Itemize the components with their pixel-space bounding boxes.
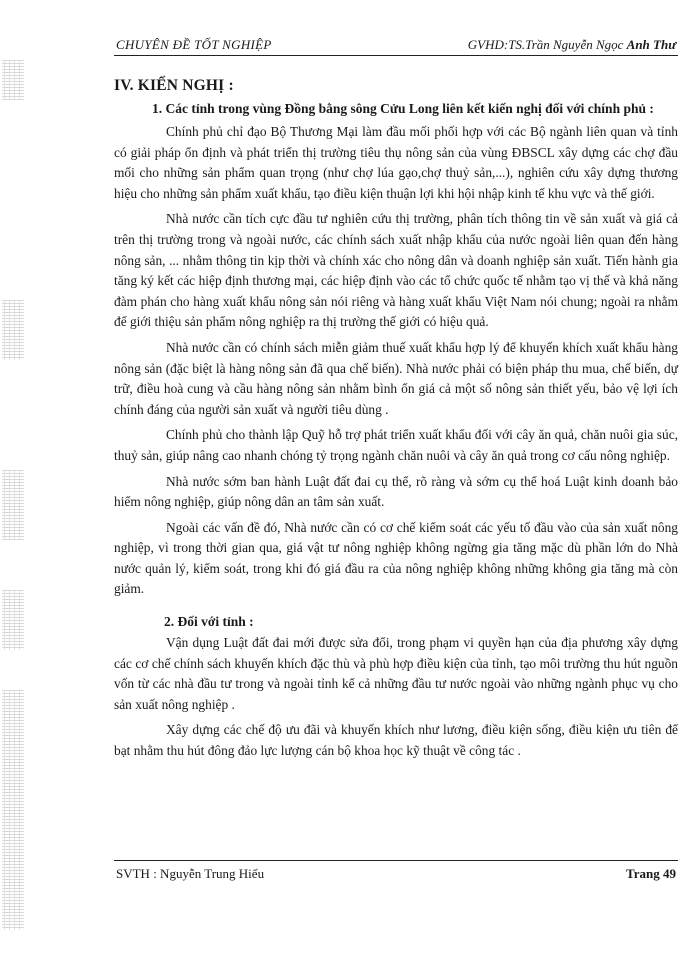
page-header xyxy=(114,33,678,56)
scan-noise xyxy=(2,590,24,650)
header-title: CHUYÊN ĐỀ TỐT NGHIỆP xyxy=(116,37,272,52)
scan-noise xyxy=(2,690,24,930)
section-title: IV. KIẾN NGHỊ : xyxy=(114,77,234,94)
page-content xyxy=(114,77,678,767)
scan-noise xyxy=(2,60,24,100)
paragraph: Vận dụng Luật đất đai mới được sửa đổi, trong phạm vi quyền hạn của địa phương xây dựng các cơ chế chính sách khuyến khích đặc thù và phù hợp điều kiện của tỉnh, tạo môi trường thu hút nguồn vốn từ các nhà đầu tư trong và ngoài tỉnh kể cả những đầu tư nước ngoài vào những ngành phục vụ cho sản xuất nông nghiệp . xyxy=(114,635,678,712)
header-advisor-name: Anh Thư xyxy=(626,37,676,52)
subsection-title-1: 1. Các tỉnh trong vùng Đồng bằng sông Cửu Long liên kết kiến nghị đối với chính phủ : xyxy=(152,101,654,116)
paragraph: Nhà nước cần có chính sách miễn giảm thuế xuất khẩu hợp lý để khuyến khích xuất khẩu hàng nông sản (đặc biệt là hàng nông sản đã qua chế biến). Nhà nước phải có biện pháp thu mua, chế biến, dự trữ, điều hoà cung và cầu hàng nông sản nhằm bình ổn giá cả một số nông sản thiết yếu, bảo vệ lợi ích chính đáng của người sản xuất và người tiêu dùng . xyxy=(114,339,678,417)
page-number: Trang 49 xyxy=(626,866,676,881)
scan-noise xyxy=(2,300,24,360)
paragraph: Ngoài các vấn đề đó, Nhà nước cần có cơ chế kiểm soát các yếu tố đầu vào của sản xuất nông nghiệp, vì trong thời gian qua, giá vật tư nông nghiệp không ngừng gia tăng mặc dù phần lớn do Nhà nước quản lý, kiểm soát, trong khi đó giá đầu ra của nông nghiệp không những không gia tăng mà còn giảm. xyxy=(114,519,678,597)
paragraph: Nhà nước cần tích cực đầu tư nghiên cứu thị trường, phân tích thông tin về sản xuất và giá cả trên thị trường trong và ngoài nước, các chính sách xuất nhập khẩu của nước ngoài liên quan đến hàng nông sản, ... nhằm thông tin kịp thời và chính xác cho nông dân và doanh nghiệp sản xuất. Tiến hành gia tăng ký kết các hiệp định thương mại, các hiệp định vào các tổ chức quốc tế nhằm tạo vị thế và khả năng đàm phán cho hàng xuất khẩu nông sản nói riêng và hàng xuất khẩu Việt Nam nói chung; ngoài ra nhằm để giới thiệu sản phẩm nông nghiệp ra thị trường thế giới có hiệu quả. xyxy=(114,211,678,330)
paragraph: Nhà nước sớm ban hành Luật đất đai cụ thể, rõ ràng và sớm cụ thể hoá Luật kinh doanh bảo hiểm nông nghiệp, giúp nông dân an tâm sản xuất. xyxy=(114,473,678,510)
page-footer xyxy=(114,860,678,879)
footer-author: SVTH : Nguyễn Trung Hiếu xyxy=(116,866,265,881)
paragraph: Chính phủ cho thành lập Quỹ hỗ trợ phát triển xuất khẩu đối với cây ăn quả, chăn nuôi gia súc, thuỷ sản, giúp nâng cao nhanh chóng tỷ trọng ngành chăn nuôi và cây ăn quả trong cơ cấu nông nghiệp. xyxy=(114,427,678,463)
paragraph: Chính phủ chỉ đạo Bộ Thương Mại làm đầu mối phối hợp với các Bộ ngành liên quan và tỉnh có giải pháp ổn định và phát triển thị trường tiêu thụ nông sản của vùng ĐBSCL xây dựng các chợ đầu mối cho những sản phẩm quan trọng (như chợ lúa gạo,chợ thuỷ sản,...), nghiên cứu xây dựng thương hiệu cho những sản phẩm xuất khẩu, tạo điều kiện thuận lợi khi hội nhập kinh tế khu vực và thế giới. xyxy=(114,124,678,201)
paragraph: Xây dựng các chế độ ưu đãi và khuyến khích như lương, điều kiện sống, điều kiện ưu tiên để bạt nhằm thu hút đông đảo lực lượng cán bộ khoa học kỹ thuật về công tác . xyxy=(114,722,678,759)
subsection-title-2: 2. Đối với tỉnh : xyxy=(164,614,254,630)
header-advisor xyxy=(468,37,676,53)
scan-noise xyxy=(2,470,24,540)
header-advisor-prefix: GVHD:TS.Trần Nguyễn Ngọc xyxy=(467,37,624,52)
